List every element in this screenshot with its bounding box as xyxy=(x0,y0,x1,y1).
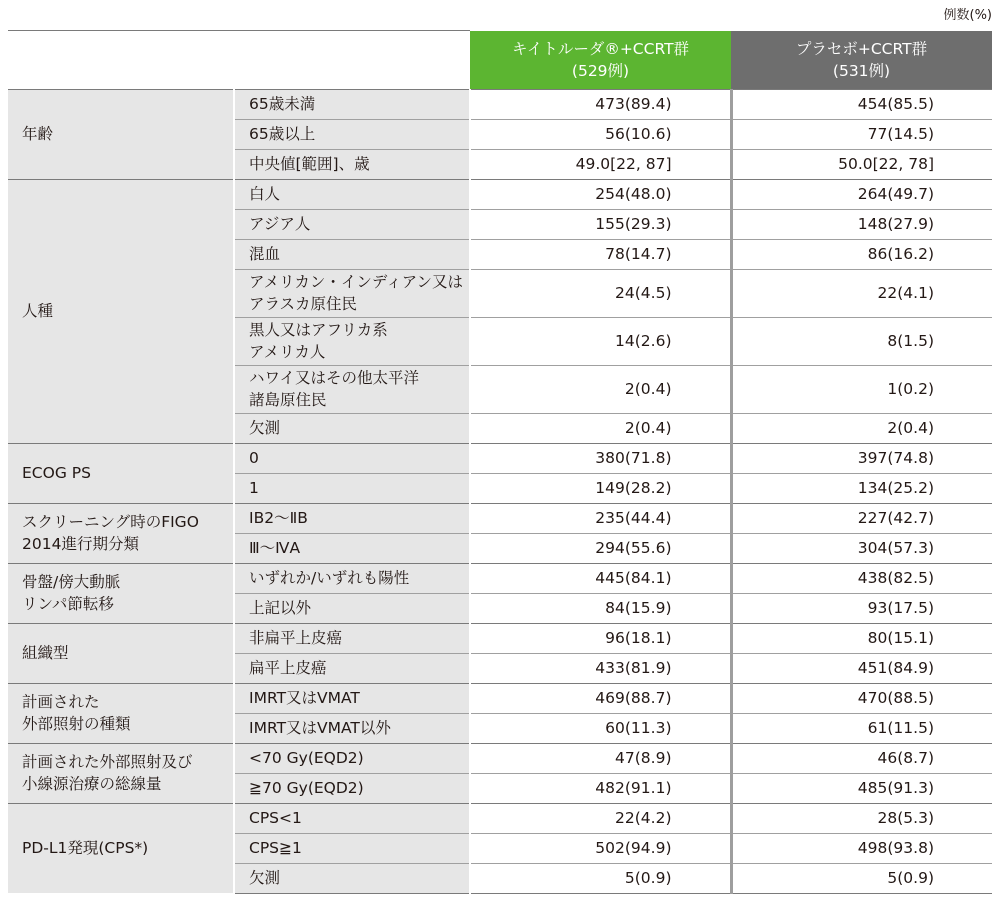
subcategory-label: 中央値[範囲]、歳 xyxy=(234,149,470,179)
keytruda-value: 380(71.8) xyxy=(470,443,731,473)
subcategory-label: アジア人 xyxy=(234,209,470,239)
placebo-value: 304(57.3) xyxy=(731,533,992,563)
placebo-value: 1(0.2) xyxy=(731,365,992,413)
keytruda-value: 149(28.2) xyxy=(470,473,731,503)
unit-note: 例数(%) xyxy=(943,8,992,23)
baseline-characteristics-table xyxy=(8,30,992,894)
subcategory-label: CPS≧1 xyxy=(234,833,470,863)
subcategory-label: 白人 xyxy=(234,179,470,209)
placebo-value: 2(0.4) xyxy=(731,413,992,443)
category-label: 人種 xyxy=(8,179,234,443)
keytruda-value: 294(55.6) xyxy=(470,533,731,563)
keytruda-value: 47(8.9) xyxy=(470,743,731,773)
table-row xyxy=(8,803,992,833)
category-label: ECOG PS xyxy=(8,443,234,503)
subcategory-label: CPS<1 xyxy=(234,803,470,833)
keytruda-arm-count: (529例) xyxy=(571,61,630,80)
subcategory-label: 欠測 xyxy=(234,413,470,443)
subcategory-label: 65歳以上 xyxy=(234,119,470,149)
placebo-value: 61(11.5) xyxy=(731,713,992,743)
placebo-value: 148(27.9) xyxy=(731,209,992,239)
subcategory-label: ハワイ又はその他太平洋 諸島原住民 xyxy=(234,365,470,413)
table-body xyxy=(8,89,992,893)
table-header-row xyxy=(8,31,992,90)
keytruda-value: 84(15.9) xyxy=(470,593,731,623)
keytruda-value: 78(14.7) xyxy=(470,239,731,269)
keytruda-value: 2(0.4) xyxy=(470,365,731,413)
keytruda-value: 14(2.6) xyxy=(470,317,731,365)
placebo-value: 50.0[22, 78] xyxy=(731,149,992,179)
placebo-value: 397(74.8) xyxy=(731,443,992,473)
table-row xyxy=(8,503,992,533)
placebo-value: 80(15.1) xyxy=(731,623,992,653)
subcategory-label: 65歳未満 xyxy=(234,89,470,119)
subcategory-label: Ⅲ〜ⅣA xyxy=(234,533,470,563)
table-row xyxy=(8,743,992,773)
table-row xyxy=(8,89,992,119)
keytruda-value: 445(84.1) xyxy=(470,563,731,593)
category-label: 年齢 xyxy=(8,89,234,179)
keytruda-value: 22(4.2) xyxy=(470,803,731,833)
placebo-value: 77(14.5) xyxy=(731,119,992,149)
keytruda-value: 96(18.1) xyxy=(470,623,731,653)
subcategory-label: IB2〜ⅡB xyxy=(234,503,470,533)
subcategory-label: 上記以外 xyxy=(234,593,470,623)
subcategory-label: 欠測 xyxy=(234,863,470,893)
subcategory-label: IMRT又はVMAT xyxy=(234,683,470,713)
subcategory-label: いずれか/いずれも陽性 xyxy=(234,563,470,593)
category-label: 組織型 xyxy=(8,623,234,683)
placebo-arm-count: (531例) xyxy=(832,61,891,80)
keytruda-value: 5(0.9) xyxy=(470,863,731,893)
placebo-value: 227(42.7) xyxy=(731,503,992,533)
keytruda-value: 235(44.4) xyxy=(470,503,731,533)
placebo-value: 451(84.9) xyxy=(731,653,992,683)
keytruda-value: 473(89.4) xyxy=(470,89,731,119)
placebo-value: 5(0.9) xyxy=(731,863,992,893)
subcategory-label: 0 xyxy=(234,443,470,473)
placebo-value: 498(93.8) xyxy=(731,833,992,863)
category-label: 計画された 外部照射の種類 xyxy=(8,683,234,743)
category-label: スクリーニング時のFIGO 2014進行期分類 xyxy=(8,503,234,563)
header-keytruda-arm xyxy=(470,31,731,90)
subcategory-label: ≧70 Gy(EQD2) xyxy=(234,773,470,803)
header-blank-cell xyxy=(8,31,470,90)
keytruda-value: 2(0.4) xyxy=(470,413,731,443)
placebo-arm-name: プラセボ+CCRT群 xyxy=(795,39,928,58)
subcategory-label: 扁平上皮癌 xyxy=(234,653,470,683)
placebo-value: 28(5.3) xyxy=(731,803,992,833)
placebo-value: 470(88.5) xyxy=(731,683,992,713)
keytruda-value: 56(10.6) xyxy=(470,119,731,149)
subcategory-label: アメリカン・インディアン又は アラスカ原住民 xyxy=(234,269,470,317)
keytruda-value: 60(11.3) xyxy=(470,713,731,743)
placebo-value: 264(49.7) xyxy=(731,179,992,209)
placebo-value: 22(4.1) xyxy=(731,269,992,317)
placebo-value: 454(85.5) xyxy=(731,89,992,119)
subcategory-label: IMRT又はVMAT以外 xyxy=(234,713,470,743)
placebo-value: 46(8.7) xyxy=(731,743,992,773)
subcategory-label: 非扁平上皮癌 xyxy=(234,623,470,653)
category-label: 骨盤/傍大動脈 リンパ節転移 xyxy=(8,563,234,623)
placebo-value: 485(91.3) xyxy=(731,773,992,803)
subcategory-label: <70 Gy(EQD2) xyxy=(234,743,470,773)
category-label: 計画された外部照射及び 小線源治療の総線量 xyxy=(8,743,234,803)
category-label: PD-L1発現(CPS*) xyxy=(8,803,234,893)
placebo-value: 438(82.5) xyxy=(731,563,992,593)
subcategory-label: 黒人又はアフリカ系 アメリカ人 xyxy=(234,317,470,365)
table-row xyxy=(8,623,992,653)
table-row xyxy=(8,683,992,713)
keytruda-arm-name: キイトルーダ®+CCRT群 xyxy=(511,39,690,58)
keytruda-value: 433(81.9) xyxy=(470,653,731,683)
keytruda-value: 502(94.9) xyxy=(470,833,731,863)
table-row xyxy=(8,179,992,209)
keytruda-value: 155(29.3) xyxy=(470,209,731,239)
table-row xyxy=(8,443,992,473)
placebo-value: 86(16.2) xyxy=(731,239,992,269)
header-placebo-arm xyxy=(731,31,992,90)
keytruda-value: 49.0[22, 87] xyxy=(470,149,731,179)
keytruda-value: 469(88.7) xyxy=(470,683,731,713)
placebo-value: 134(25.2) xyxy=(731,473,992,503)
keytruda-value: 482(91.1) xyxy=(470,773,731,803)
table-row xyxy=(8,563,992,593)
placebo-value: 8(1.5) xyxy=(731,317,992,365)
keytruda-value: 24(4.5) xyxy=(470,269,731,317)
subcategory-label: 1 xyxy=(234,473,470,503)
subcategory-label: 混血 xyxy=(234,239,470,269)
keytruda-value: 254(48.0) xyxy=(470,179,731,209)
placebo-value: 93(17.5) xyxy=(731,593,992,623)
